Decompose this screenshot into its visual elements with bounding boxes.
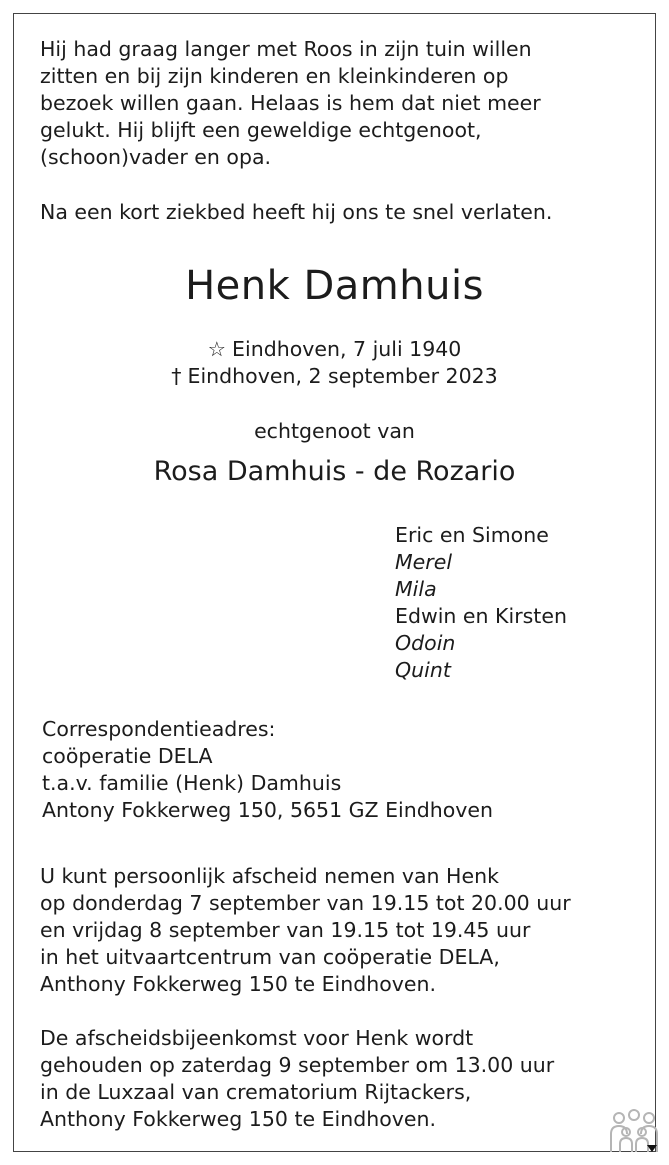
- deceased-name: Henk Damhuis: [185, 263, 484, 309]
- correspondence-line: Antony Fokkerweg 150, 5651 GZ Eindhoven: [42, 798, 494, 822]
- illness-line: Na een kort ziekbed heeft hij ons te snel verlaten.: [40, 200, 553, 224]
- farewell-line: U kunt persoonlijk afscheid nemen van Henk: [40, 864, 499, 888]
- family-member: Edwin en Kirsten: [395, 604, 567, 628]
- gathering-line: Anthony Fokkerweg 150 te Eindhoven.: [40, 1107, 437, 1131]
- correspondence-line: t.a.v. familie (Henk) Damhuis: [42, 771, 342, 795]
- spouse-name: Rosa Damhuis - de Rozario: [153, 456, 516, 487]
- star-icon: ☆: [207, 337, 227, 361]
- family-member: Odoin: [395, 631, 456, 655]
- farewell-line: op donderdag 7 september van 19.15 tot 20.00 uur: [40, 891, 571, 915]
- family-member: Eric en Simone: [395, 523, 549, 547]
- gathering-line: in de Luxzaal van crematorium Rijtackers,: [40, 1080, 472, 1104]
- death-text: Eindhoven, 2 september 2023: [187, 364, 498, 388]
- intro-line: bezoek willen gaan. Helaas is hem dat niet meer: [40, 91, 541, 115]
- gathering-line: gehouden op zaterdag 9 september om 13.00 uur: [40, 1053, 555, 1077]
- intro-line: Hij had graag langer met Roos in zijn tuin willen: [40, 37, 532, 61]
- death-line: [0, 363, 669, 390]
- farewell-line: Anthony Fokkerweg 150 te Eindhoven.: [40, 972, 437, 996]
- intro-line: zitten en bij zijn kinderen en kleinkinderen op: [40, 64, 509, 88]
- intro-line: gelukt. Hij blijft een geweldige echtgenoot,: [40, 118, 482, 142]
- correspondence-line: coöperatie DELA: [42, 744, 213, 768]
- family-people-icon: [607, 1108, 661, 1154]
- birth-text: Eindhoven, 7 juli 1940: [232, 337, 462, 361]
- family-member: Quint: [395, 658, 451, 682]
- spouse-prefix: echtgenoot van: [254, 419, 415, 443]
- gathering-line: De afscheidsbijeenkomst voor Henk wordt: [40, 1026, 474, 1050]
- family-member: Merel: [395, 550, 453, 574]
- cross-icon: †: [171, 364, 182, 388]
- intro-line: (schoon)vader en opa.: [40, 145, 272, 169]
- farewell-line: in het uitvaartcentrum van coöperatie DELA,: [40, 945, 500, 969]
- family-member: Mila: [395, 577, 437, 601]
- correspondence-line: Correspondentieadres:: [42, 717, 276, 741]
- farewell-line: en vrijdag 8 september van 19.15 tot 19.45 uur: [40, 918, 531, 942]
- birth-line: [0, 336, 669, 363]
